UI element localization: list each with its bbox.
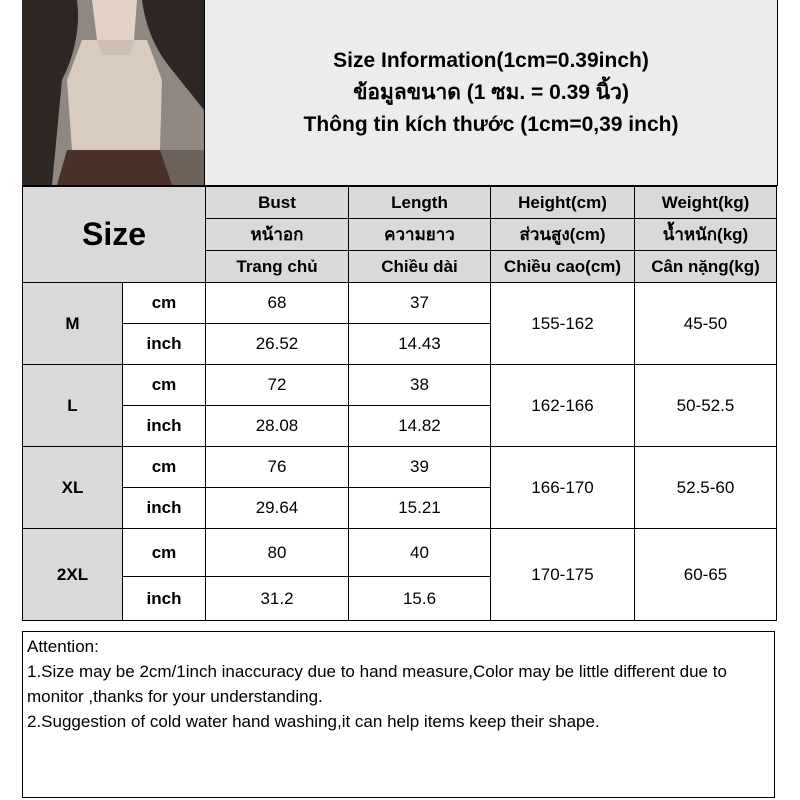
- header-height: Height(cm): [491, 187, 635, 219]
- bust-cm-value: 80: [206, 529, 349, 577]
- size-label-xl: XL: [23, 447, 123, 529]
- unit-inch: inch: [123, 406, 206, 447]
- header-weight-vietnamese: Cân nặng(kg): [635, 251, 777, 283]
- height-value: 166-170: [491, 447, 635, 529]
- length-inch-value: 15.21: [349, 488, 491, 529]
- info-line-english: Size Information(1cm=0.39inch): [333, 48, 649, 72]
- bust-cm-value: 72: [206, 365, 349, 406]
- height-value: 170-175: [491, 529, 635, 621]
- table-row: [23, 283, 777, 324]
- size-label-l: L: [23, 365, 123, 447]
- size-label-2xl: 2XL: [23, 529, 123, 621]
- size-label-m: M: [23, 283, 123, 365]
- info-line-vietnamese: Thông tin kích thước (1cm=0,39 inch): [303, 112, 679, 136]
- bust-cm-value: 76: [206, 447, 349, 488]
- weight-value: 52.5-60: [635, 447, 777, 529]
- header-length-vietnamese: Chiều dài: [349, 251, 491, 283]
- weight-value: 50-52.5: [635, 365, 777, 447]
- bust-inch-value: 28.08: [206, 406, 349, 447]
- size-column-title: Size: [23, 187, 206, 283]
- unit-cm: cm: [123, 283, 206, 324]
- length-inch-value: 14.82: [349, 406, 491, 447]
- header-weight-thai: น้ำหนัก(kg): [635, 219, 777, 251]
- length-cm-value: 40: [349, 529, 491, 577]
- length-cm-value: 39: [349, 447, 491, 488]
- header-row-english: [23, 187, 777, 219]
- bust-inch-value: 31.2: [206, 577, 349, 621]
- model-illustration: [22, 0, 204, 185]
- unit-cm: cm: [123, 529, 206, 577]
- weight-value: 60-65: [635, 529, 777, 621]
- weight-value: 45-50: [635, 283, 777, 365]
- header-bust: Bust: [206, 187, 349, 219]
- length-inch-value: 14.43: [349, 324, 491, 365]
- unit-inch: inch: [123, 324, 206, 365]
- header-length-thai: ความยาว: [349, 219, 491, 251]
- header-weight: Weight(kg): [635, 187, 777, 219]
- size-chart-table: [22, 186, 777, 621]
- unit-cm: cm: [123, 365, 206, 406]
- height-value: 155-162: [491, 283, 635, 365]
- header-bust-thai: หน้าอก: [206, 219, 349, 251]
- info-line-thai: ข้อมูลขนาด (1 ซม. = 0.39 นิ้ว): [353, 80, 629, 104]
- header-height-thai: ส่วนสูง(cm): [491, 219, 635, 251]
- table-row: [23, 365, 777, 406]
- note-item-2: 2.Suggestion of cold water hand washing,it can help items keep their shape.: [27, 712, 600, 731]
- length-cm-value: 38: [349, 365, 491, 406]
- bust-inch-value: 26.52: [206, 324, 349, 365]
- unit-inch: inch: [123, 577, 206, 621]
- height-value: 162-166: [491, 365, 635, 447]
- note-item-1: 1.Size may be 2cm/1inch inaccuracy due to hand measure,Color may be little different due to monitor ,thanks for your understanding.: [27, 662, 727, 706]
- bust-cm-value: 68: [206, 283, 349, 324]
- attention-notes: [22, 631, 775, 798]
- product-photo: [22, 0, 205, 186]
- table-row: [23, 447, 777, 488]
- header-bust-vietnamese: Trang chủ: [206, 251, 349, 283]
- length-inch-value: 15.6: [349, 577, 491, 621]
- size-information-header: [205, 0, 778, 186]
- attention-title: Attention:: [27, 637, 99, 656]
- bust-inch-value: 29.64: [206, 488, 349, 529]
- unit-cm: cm: [123, 447, 206, 488]
- length-cm-value: 37: [349, 283, 491, 324]
- unit-inch: inch: [123, 488, 206, 529]
- table-row: [23, 529, 777, 577]
- header-length: Length: [349, 187, 491, 219]
- header-height-vietnamese: Chiều cao(cm): [491, 251, 635, 283]
